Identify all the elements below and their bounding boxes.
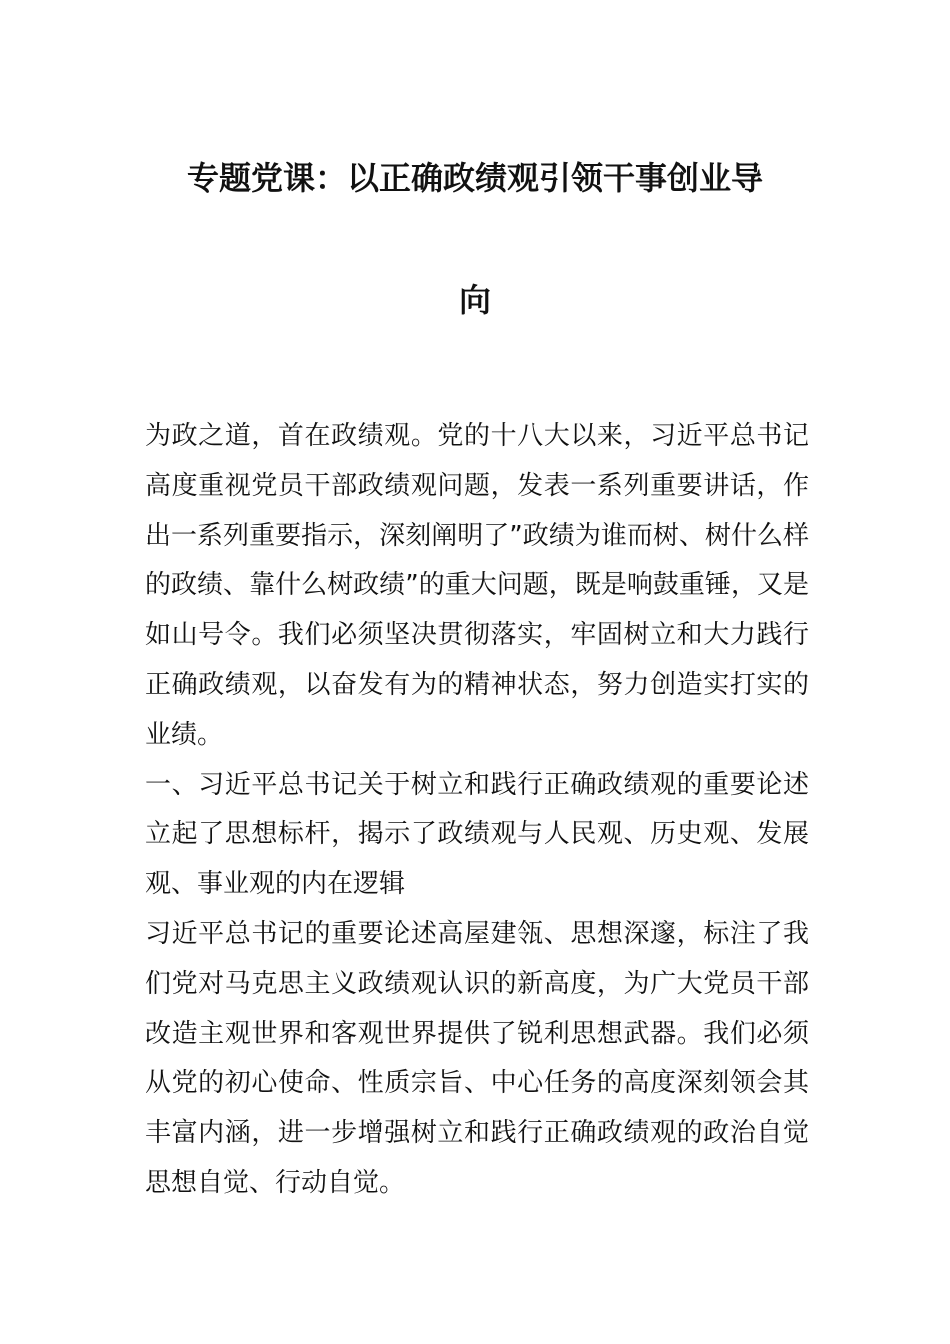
section-heading-line: 立起了思想标杆，揭示了政绩观与人民观、历史观、发展 xyxy=(145,819,809,850)
body-line: 的政绩、靠什么树政绩”的重大问题，既是响鼓重锤，又是 xyxy=(145,570,809,601)
body-line: 思想自觉、行动自觉。 xyxy=(145,1167,406,1198)
section-heading-line: 一、习近平总书记关于树立和践行正确政绩观的重要论述 xyxy=(145,769,809,800)
section-heading-line: 观、事业观的内在逻辑 xyxy=(145,869,406,900)
body-line: 如山号令。我们必须坚决贯彻落实，牢固树立和大力践行 xyxy=(145,620,809,651)
body-line: 丰富内涵，进一步增强树立和践行正确政绩观的政治自觉 xyxy=(145,1118,809,1149)
body-line: 业绩。 xyxy=(145,719,224,750)
document-body xyxy=(145,412,809,1209)
body-line: 们党对马克思主义政绩观认识的新高度，为广大党员干部 xyxy=(145,968,809,999)
body-line: 从党的初心使命、性质宗旨、中心任务的高度深刻领会其 xyxy=(145,1068,809,1099)
body-line: 改造主观世界和客观世界提供了锐利思想武器。我们必须 xyxy=(145,1018,809,1049)
document-title-line-1: 专题党课：以正确政绩观引领干事创业导 xyxy=(186,159,763,197)
body-line: 为政之道，首在政绩观。党的十八大以来，习近平总书记 xyxy=(145,421,809,451)
body-line: 正确政绩观，以奋发有为的精神状态，努力创造实打实的 xyxy=(145,669,809,700)
body-line: 高度重视党员干部政绩观问题，发表一系列重要讲话，作 xyxy=(145,470,809,501)
document-title-line-2: 向 xyxy=(458,281,491,319)
body-line: 出一系列重要指示，深刻阐明了”政绩为谁而树、树什么样 xyxy=(145,520,809,551)
body-line: 习近平总书记的重要论述高屋建瓴、思想深邃，标注了我 xyxy=(145,918,809,949)
